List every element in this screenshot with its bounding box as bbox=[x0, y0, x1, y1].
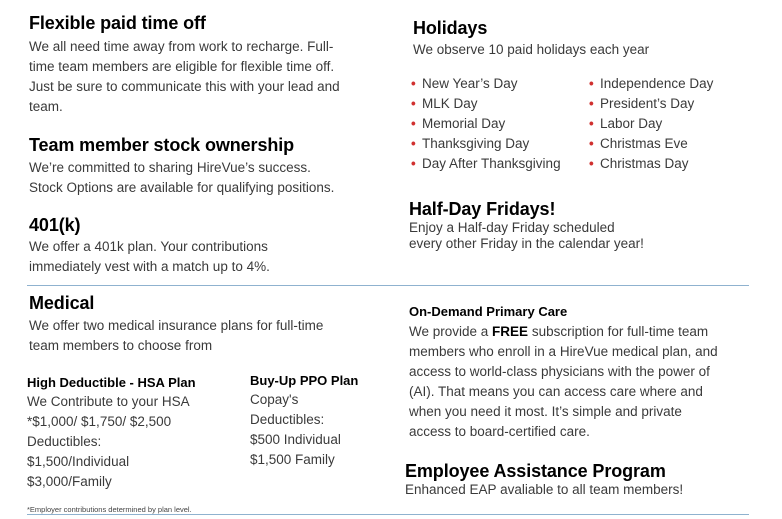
bullet-icon: • bbox=[411, 136, 416, 151]
list-item: • Independence Day bbox=[589, 74, 713, 94]
primary-care-line: (AI). That means you can access care where and bbox=[409, 384, 703, 399]
pto-description bbox=[29, 37, 389, 117]
primary-care-line: access to world-class physicians with the power of bbox=[409, 364, 710, 379]
list-item: • Christmas Eve bbox=[589, 134, 713, 154]
holidays-subtitle: We observe 10 paid holidays each year bbox=[413, 42, 650, 57]
list-item: • Christmas Day bbox=[589, 154, 713, 174]
bullet-icon: • bbox=[411, 116, 416, 131]
primary-care-line: members who enroll in a HireVue medical plan, and bbox=[409, 344, 718, 359]
section-divider bbox=[27, 285, 749, 286]
primary-care-title: On-Demand Primary Care bbox=[409, 304, 568, 319]
medical-line: We offer two medical insurance plans for full-time bbox=[29, 318, 324, 333]
stock-description bbox=[29, 158, 389, 198]
medical-description bbox=[29, 316, 389, 356]
primary-care-description bbox=[409, 322, 759, 442]
bullet-icon: • bbox=[411, 76, 416, 91]
k401-description bbox=[29, 237, 389, 277]
ppo-line: $500 Individual bbox=[250, 432, 341, 447]
halfday-title: Half-Day Fridays! bbox=[409, 199, 556, 219]
ppo-line: $1,500 Family bbox=[250, 452, 335, 467]
hsa-line: $1,500/Individual bbox=[27, 454, 130, 469]
k401-line: immediately vest with a match up to 4%. bbox=[29, 259, 270, 274]
stock-title: Team member stock ownership bbox=[29, 135, 295, 155]
ppo-details bbox=[250, 390, 400, 470]
list-item: • New Year’s Day bbox=[411, 74, 561, 94]
stock-line: We’re committed to sharing HireVue’s success. bbox=[29, 160, 311, 175]
holidays-list-left bbox=[411, 74, 561, 174]
bullet-icon: • bbox=[411, 156, 416, 171]
ppo-line: Deductibles: bbox=[250, 412, 325, 427]
list-item: • Labor Day bbox=[589, 114, 713, 134]
primary-care-line: We provide a FREE subscription for full-time team bbox=[409, 324, 709, 339]
hsa-line: We Contribute to your HSA bbox=[27, 394, 190, 409]
ppo-line: Copay's bbox=[250, 392, 299, 407]
hsa-line: $3,000/Family bbox=[27, 474, 112, 489]
hsa-details bbox=[27, 392, 247, 492]
list-item: • Memorial Day bbox=[411, 114, 561, 134]
hsa-title: High Deductible - HSA Plan bbox=[27, 375, 196, 390]
medical-line: team members to choose from bbox=[29, 338, 213, 353]
bullet-icon: • bbox=[589, 136, 594, 151]
k401-line: We offer a 401k plan. Your contributions bbox=[29, 239, 268, 254]
list-item: • President’s Day bbox=[589, 94, 713, 114]
list-item: • MLK Day bbox=[411, 94, 561, 114]
k401-title: 401(k) bbox=[29, 215, 81, 235]
ppo-title: Buy-Up PPO Plan bbox=[250, 373, 359, 388]
eap-title: Employee Assistance Program bbox=[405, 461, 666, 481]
pto-line: Just be sure to communicate this with your lead and bbox=[29, 79, 340, 94]
section-divider bbox=[27, 514, 749, 515]
eap-description: Enhanced EAP avaliable to all team members! bbox=[405, 482, 684, 497]
primary-care-line: when you need it most. It’s simple and private bbox=[409, 404, 682, 419]
halfday-description bbox=[409, 220, 644, 252]
bullet-icon: • bbox=[589, 116, 594, 131]
bullet-icon: • bbox=[589, 96, 594, 111]
pto-line: time team members are eligible for flexible time off. bbox=[29, 59, 335, 74]
list-item: • Day After Thanksgiving bbox=[411, 154, 561, 174]
bullet-icon: • bbox=[589, 76, 594, 91]
stock-line: Stock Options are available for qualifying positions. bbox=[29, 180, 335, 195]
bullet-icon: • bbox=[589, 156, 594, 171]
free-highlight: FREE bbox=[492, 324, 529, 339]
footnote: *Employer contributions determined by plan level. bbox=[27, 505, 192, 514]
primary-care-line: access to board-certified care. bbox=[409, 424, 590, 439]
pto-line: We all need time away from work to recharge. Full- bbox=[29, 39, 334, 54]
medical-title: Medical bbox=[29, 293, 95, 313]
hsa-line: *$1,000/ $1,750/ $2,500 bbox=[27, 414, 172, 429]
hsa-line: Deductibles: bbox=[27, 434, 102, 449]
holidays-title: Holidays bbox=[413, 18, 488, 38]
holidays-list-right bbox=[589, 74, 713, 174]
halfday-line: Enjoy a Half-day Friday scheduled bbox=[409, 220, 615, 235]
bullet-icon: • bbox=[411, 96, 416, 111]
list-item: • Thanksgiving Day bbox=[411, 134, 561, 154]
halfday-line: every other Friday in the calendar year! bbox=[409, 236, 644, 251]
pto-title: Flexible paid time off bbox=[29, 13, 206, 33]
pto-line: team. bbox=[29, 99, 63, 114]
